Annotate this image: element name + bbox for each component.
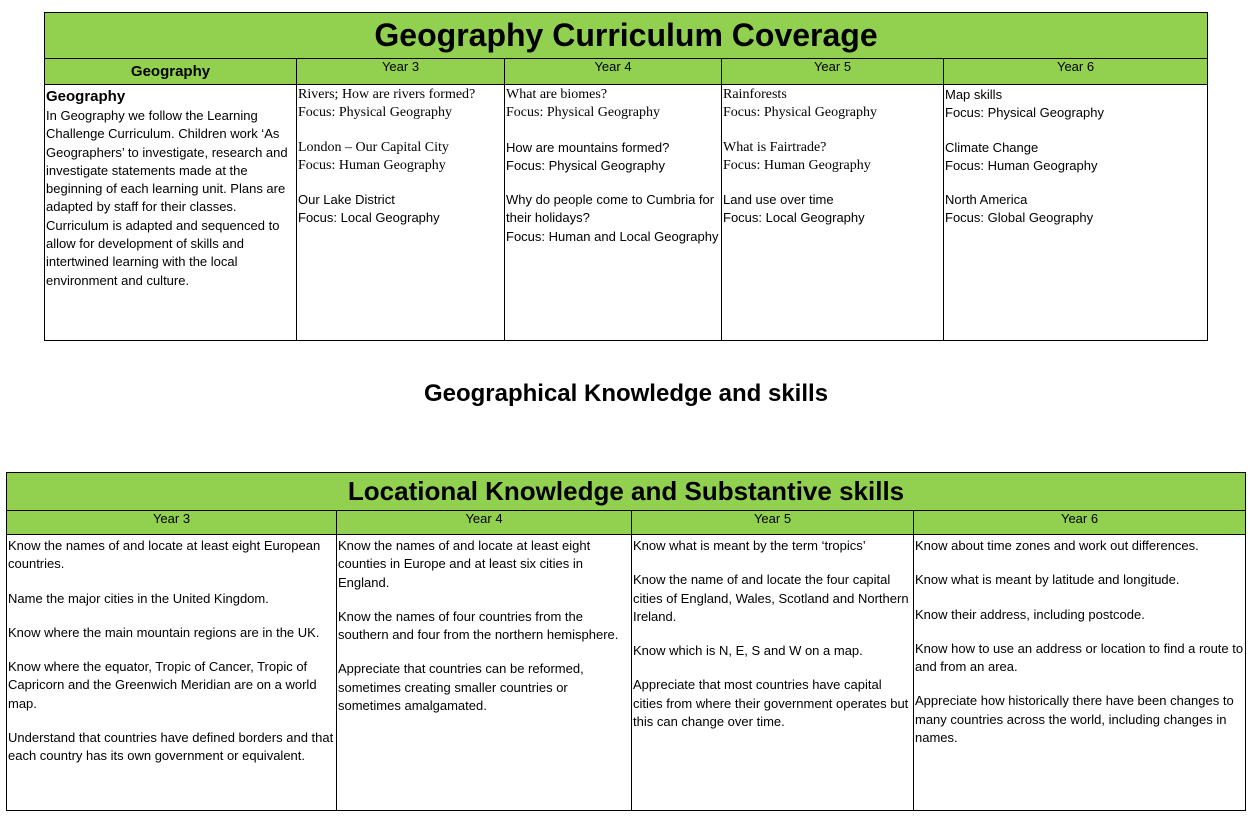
skill-item: Appreciate that most countries have capital cities from where their government operates but this can change over time. [633,677,909,730]
topic-block [506,139,720,176]
coverage-year4-cell [505,85,722,341]
topic-block [723,139,942,176]
topic-title: Rainforests [723,87,787,102]
topic-focus: Focus: Physical Geography [506,105,660,121]
topic-block [723,86,942,123]
coverage-table [44,12,1208,341]
skill-item: Name the major cities in the United Kingdom. [8,590,269,606]
loc-year3-cell [7,535,337,811]
topic-title: What are biomes? [506,87,608,102]
intro-text: In Geography we follow the Learning Challenge Curriculum. Children work ‘As Geographers’ to investigate, research and investigate statements made at the beginning of each learning unit. Plans are adapted by staff for their classes. Curriculum is adapted and sequenced to allow for development of skills and intertwined learning with the local environment and culture. [46,108,288,288]
loc-year6-cell [914,535,1246,811]
header-geography: Geography [45,59,297,85]
header-year6: Year 6 [944,59,1208,85]
skill-item: Appreciate that countries can be reformed, sometimes creating smaller countries or sometimes amalgamated. [338,661,584,714]
loc-header-year4: Year 4 [337,511,632,535]
skill-item: Know where the main mountain regions are in the UK. [8,624,320,640]
header-year4: Year 4 [505,59,722,85]
topic-focus: Focus: Human Geography [298,157,446,173]
topic-title: Our Lake District [298,192,395,208]
coverage-year3-cell [297,85,505,341]
skill-item: Know the name of and locate the four capital cities of England, Wales, Scotland and Northern Ireland. [633,572,909,624]
topic-focus: Focus: Physical Geography [298,105,452,121]
intro-heading: Geography [46,88,126,105]
topic-focus: Focus: Local Geography [723,210,865,226]
loc-header-year6: Year 6 [914,511,1246,535]
topic-focus: Focus: Physical Geography [723,105,877,121]
topic-focus: Focus: Physical Geography [506,157,665,173]
skill-item: Know what is meant by the term ‘tropics’ [633,538,866,553]
topic-block [298,86,503,123]
topic-block [298,139,503,176]
loc-header-year3: Year 3 [7,511,337,535]
topic-title: London – Our Capital City [298,139,449,155]
skill-item: Understand that countries have defined borders and that each country has its own government or equivalent. [8,730,334,764]
topic-title: Land use over time [723,192,834,208]
topic-focus: Focus: Local Geography [298,210,440,226]
skill-item: Know where the equator, Tropic of Cancer, Tropic of Capricorn and the Greenwich Meridian are on a world map. [8,659,317,711]
header-year3: Year 3 [297,59,505,85]
topic-focus: Focus: Global Geography [945,210,1094,226]
topic-block [298,191,503,228]
skill-item: Know the names of and locate at least eight European countries. [8,538,321,572]
topic-focus: Focus: Human and Local Geography [506,228,719,244]
topic-block [506,191,720,246]
topic-title: What is Fairtrade? [723,139,827,155]
loc-year5-cell [632,535,914,811]
skill-item: Know the names of four countries from the southern and four from the northern hemisphere. [338,608,619,643]
locational-title: Locational Knowledge and Substantive skills [7,473,1246,511]
header-year5: Year 5 [722,59,944,85]
skill-item: Appreciate how historically there have been changes to many countries across the world, including changes in names. [915,693,1234,746]
topic-focus: Focus: Human Geography [945,157,1098,173]
skill-item: Know what is meant by latitude and longitude. [915,572,1180,588]
topic-block [506,86,720,123]
topic-title: Map skills [945,87,1003,102]
section-heading: Geographical Knowledge and skills [423,380,829,407]
topic-block [945,139,1206,176]
topic-title: How are mountains formed? [506,139,670,155]
skill-item: Know how to use an address or location to find a route to and from an area. [915,640,1244,675]
skill-item: Know the names of and locate at least eight counties in Europe and at least six cities in England. [338,538,591,590]
intro-cell [45,85,297,341]
coverage-year5-cell [722,85,944,341]
loc-year4-cell [337,535,632,811]
topic-block [945,191,1206,228]
coverage-title: Geography Curriculum Coverage [45,13,1208,59]
topic-title: Rivers; How are rivers formed? [298,87,476,102]
topic-title: Climate Change [945,139,1039,155]
skill-item: Know about time zones and work out differences. [915,538,1199,553]
topic-title: Why do people come to Cumbria for their holidays? [506,192,715,226]
topic-focus: Focus: Physical Geography [945,105,1104,121]
loc-header-year5: Year 5 [632,511,914,535]
skill-item: Know which is N, E, S and W on a map. [633,643,863,659]
coverage-year6-cell [944,85,1208,341]
topic-block [945,86,1206,123]
topic-block [723,191,942,228]
topic-focus: Focus: Human Geography [723,157,871,173]
skill-item: Know their address, including postcode. [915,606,1145,622]
topic-title: North America [945,192,1028,208]
locational-table [6,472,1246,811]
